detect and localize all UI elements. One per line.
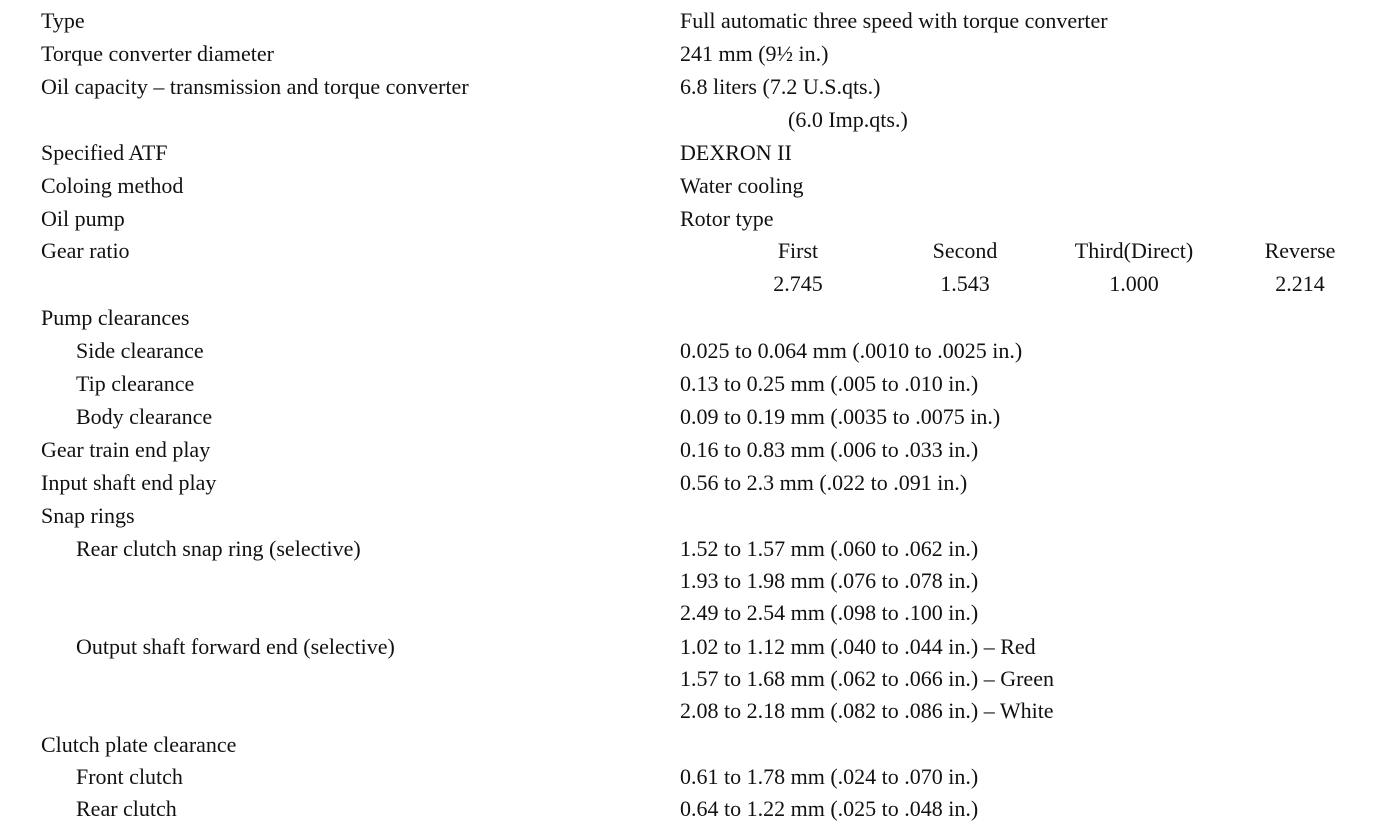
spec-label: Gear ratio [41, 238, 130, 263]
spec-row-rear-clutch-snap-ring-3 [0, 596, 1376, 629]
spec-row-oil-capacity [0, 70, 1376, 103]
spec-value: 0.16 to 0.83 mm (.006 to .033 in.) [680, 437, 979, 462]
spec-row-output-shaft-forward-end-2 [0, 662, 1376, 695]
gear-value-reverse: 2.214 [1275, 271, 1325, 296]
spec-label: Rear clutch [76, 796, 177, 821]
spec-label: Pump clearances [41, 305, 190, 330]
spec-label: Body clearance [76, 404, 213, 429]
spec-row-input-shaft-end-play [0, 466, 1376, 499]
spec-label: Rear clutch snap ring (selective) [76, 536, 361, 561]
spec-label: Front clutch [76, 764, 183, 789]
spec-value: 6.8 liters (7.2 U.S.qts.) [680, 74, 881, 99]
spec-row-torque-converter [0, 37, 1376, 70]
spec-value: 0.64 to 1.22 mm (.025 to .048 in.) [680, 796, 979, 821]
gear-header-first: First [777, 238, 819, 263]
spec-value: Full automatic three speed with torque converter [680, 8, 1108, 33]
spec-row-snap-rings [0, 499, 1376, 532]
spec-label: Tip clearance [76, 371, 195, 396]
gear-value-first: 2.745 [773, 271, 823, 296]
spec-label: Type [41, 8, 85, 33]
spec-row-side-clearance [0, 334, 1376, 367]
spec-row-oil-capacity-imp [0, 103, 1376, 136]
spec-label: Snap rings [41, 503, 135, 528]
spec-row-gear-train-end-play [0, 433, 1376, 466]
spec-row-tip-clearance [0, 367, 1376, 400]
gear-header-third: Third(Direct) [1074, 238, 1194, 263]
spec-row-body-clearance [0, 400, 1376, 433]
spec-value: 1.93 to 1.98 mm (.076 to .078 in.) [680, 568, 979, 593]
spec-value: Water cooling [680, 173, 804, 198]
spec-row-type [0, 4, 1376, 37]
gear-header-second: Second [932, 238, 998, 263]
gear-value-second: 1.543 [940, 271, 990, 296]
spec-label: Gear train end play [41, 437, 211, 462]
spec-value: Rotor type [680, 206, 774, 231]
spec-row-rear-clutch-snap-ring [0, 532, 1376, 565]
spec-row-oil-pump [0, 202, 1376, 235]
spec-label: Output shaft forward end (selective) [76, 634, 395, 659]
spec-row-cooling-method [0, 169, 1376, 202]
spec-value: 241 mm (9½ in.) [680, 41, 829, 66]
spec-value: 1.02 to 1.12 mm (.040 to .044 in.) – Red [680, 634, 1036, 659]
spec-value: 1.52 to 1.57 mm (.060 to .062 in.) [680, 536, 979, 561]
spec-row-front-clutch [0, 760, 1376, 793]
spec-row-pump-clearances [0, 301, 1376, 334]
spec-value: 0.025 to 0.064 mm (.0010 to .0025 in.) [680, 338, 1023, 363]
spec-row-gear-ratio [0, 234, 1376, 267]
gear-value-third: 1.000 [1109, 271, 1159, 296]
spec-value: (6.0 Imp.qts.) [788, 107, 908, 132]
spec-label: Specified ATF [41, 140, 168, 165]
spec-value: 0.61 to 1.78 mm (.024 to .070 in.) [680, 764, 979, 789]
spec-row-output-shaft-forward-end [0, 630, 1376, 663]
spec-row-atf [0, 136, 1376, 169]
spec-label: Clutch plate clearance [41, 732, 237, 757]
spec-row-gear-ratio-values [0, 267, 1376, 300]
spec-row-clutch-plate-clearance [0, 728, 1376, 761]
spec-value: DEXRON II [680, 140, 792, 165]
spec-value: 0.56 to 2.3 mm (.022 to .091 in.) [680, 470, 968, 495]
spec-row-rear-clutch [0, 792, 1376, 825]
spec-value: 0.09 to 0.19 mm (.0035 to .0075 in.) [680, 404, 1001, 429]
spec-value: 0.13 to 0.25 mm (.005 to .010 in.) [680, 371, 979, 396]
spec-label: Input shaft end play [41, 470, 217, 495]
spec-row-output-shaft-forward-end-3 [0, 694, 1376, 727]
spec-value: 2.49 to 2.54 mm (.098 to .100 in.) [680, 600, 979, 625]
spec-row-rear-clutch-snap-ring-2 [0, 564, 1376, 597]
spec-value: 2.08 to 2.18 mm (.082 to .086 in.) – White [680, 698, 1054, 723]
spec-label: Oil capacity – transmission and torque converter [41, 74, 469, 99]
spec-label: Side clearance [76, 338, 204, 363]
spec-label: Torque converter diameter [41, 41, 275, 66]
gear-header-reverse: Reverse [1264, 238, 1336, 263]
spec-label: Coloing method [41, 173, 184, 198]
spec-label: Oil pump [41, 206, 125, 231]
spec-value: 1.57 to 1.68 mm (.062 to .066 in.) – Green [680, 666, 1054, 691]
